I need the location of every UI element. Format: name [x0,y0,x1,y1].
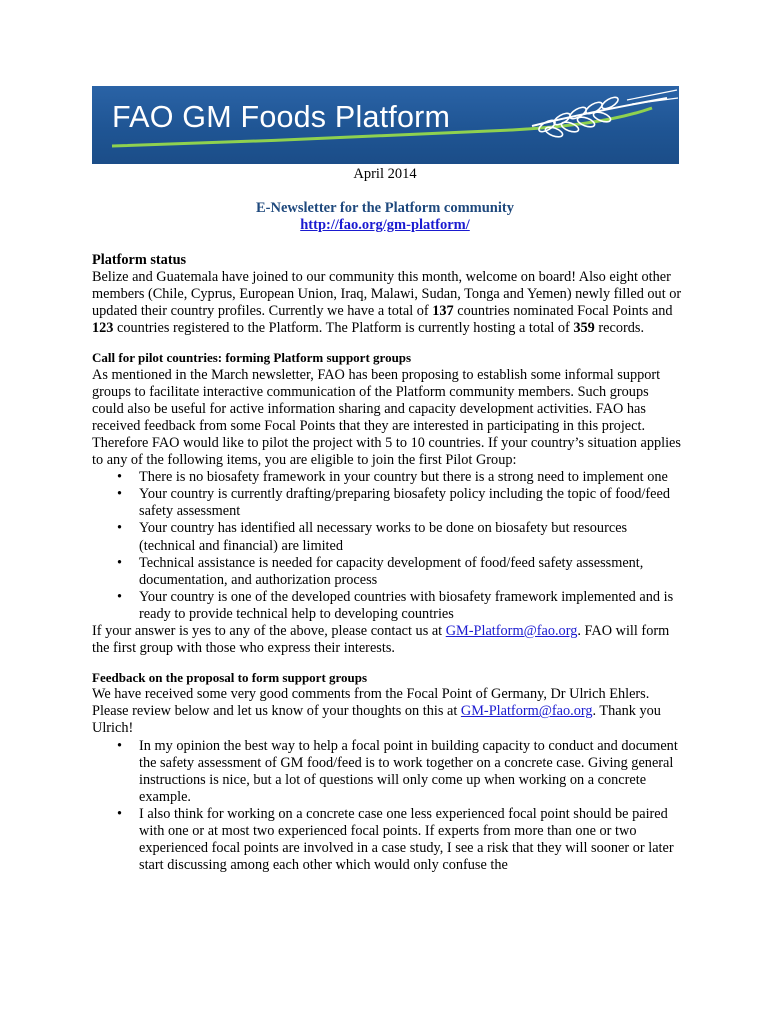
records-count: 359 [573,320,595,337]
list-item: • Your country has identified all necessary works to be done on biosafety but resources (technical and financial) are limited [117,520,628,554]
pilot-heading: Call for pilot countries: forming Platform support groups [92,350,412,366]
list-item: • I also think for working on a concrete case one less experienced focal point should be paired with one or at most two experienced focal points. If experts from more than one or two experienced focal points are involved in a case study, I see a risk that they will sooner or later start discussing among each other which would only confuse the [117,805,674,874]
focal-points-count: 137 [432,303,454,320]
list-item: • In my opinion the best way to help a focal point in building capacity to conduct and document the safety assessment of GM food/feed is to work together on a concrete case. Giving general instructions is nice, but a lot of questions will only come up when working on a concrete example. [117,737,678,805]
pilot-outro: If your answer is yes to any of the above, please contact us at GM-Platform@fao.org. FAO will form the first group with those who express their interests. [92,622,670,657]
pilot-intro: As mentioned in the March newsletter, FAO has been proposing to establish some informal support groups to facilitate interactive communication of the Platform community members. Such groups could also be useful for active information sharing and capacity development activities. FAO has received feedback from some Focal Points that they are interested in participating in this project. Therefore FAO would like to pilot the project with 5 to 10 countries. If your country’s situation applies to any of the following items, you are eligible to join the first Pilot Group: [92,366,681,469]
status-heading: Platform status [92,252,187,268]
list-item: • There is no biosafety framework in your country but there is a strong need to implement one [117,469,668,486]
list-item: • Technical assistance is needed for capacity development of food/feed safety assessment, documentation, and authorization process [117,554,644,588]
feedback-heading: Feedback on the proposal to form support groups [92,670,368,686]
list-item: • Your country is currently drafting/preparing biosafety policy including the topic of food/feed safety assessment [117,486,670,520]
feedback-list [92,738,682,875]
feedback-intro: We have received some very good comments from the Focal Point of Germany, Dr Ulrich Ehlers. Please review below and let us know of your thoughts on this at GM-Platform@fao.org. Thank you Ulrich! [92,686,661,737]
banner-title: FAO GM Foods Platform [112,100,451,134]
bullet-icon: • [117,554,123,571]
newsletter-subtitle: E-Newsletter for the Platform community [256,200,514,216]
status-paragraph: Belize and Guatemala have joined to our community this month, welcome on board! Also eight other members (Chile, Cyprus, European Union, Iraq, Malawi, Sudan, Tonga and Yemen) newly filled out or updated their country profiles. Currently we have a total of 137 countries nominated Focal Points and 123 countries registered to the Platform. The Platform is currently hosting a total of 359 records. [92,269,682,337]
bullet-icon: • [117,486,123,503]
bullet-icon: • [117,588,123,605]
bullet-icon: • [117,469,123,486]
newsletter-body [92,252,682,874]
platform-url-link[interactable]: http://fao.org/gm-platform/ [300,217,470,233]
feedback-email-link[interactable]: GM-Platform@fao.org [460,703,593,720]
list-item: • Your country is one of the developed countries with biosafety framework implemented and is ready to provide technical help to developing countries [117,588,674,622]
bullet-icon: • [117,520,123,537]
registered-count: 123 [92,320,114,337]
platform-banner [92,86,679,164]
bullet-icon: • [117,737,123,754]
pilot-criteria-list [92,469,682,623]
issue-date: April 2014 [353,166,417,182]
contact-email-link[interactable]: GM-Platform@fao.org [445,622,578,639]
bullet-icon: • [117,805,123,822]
